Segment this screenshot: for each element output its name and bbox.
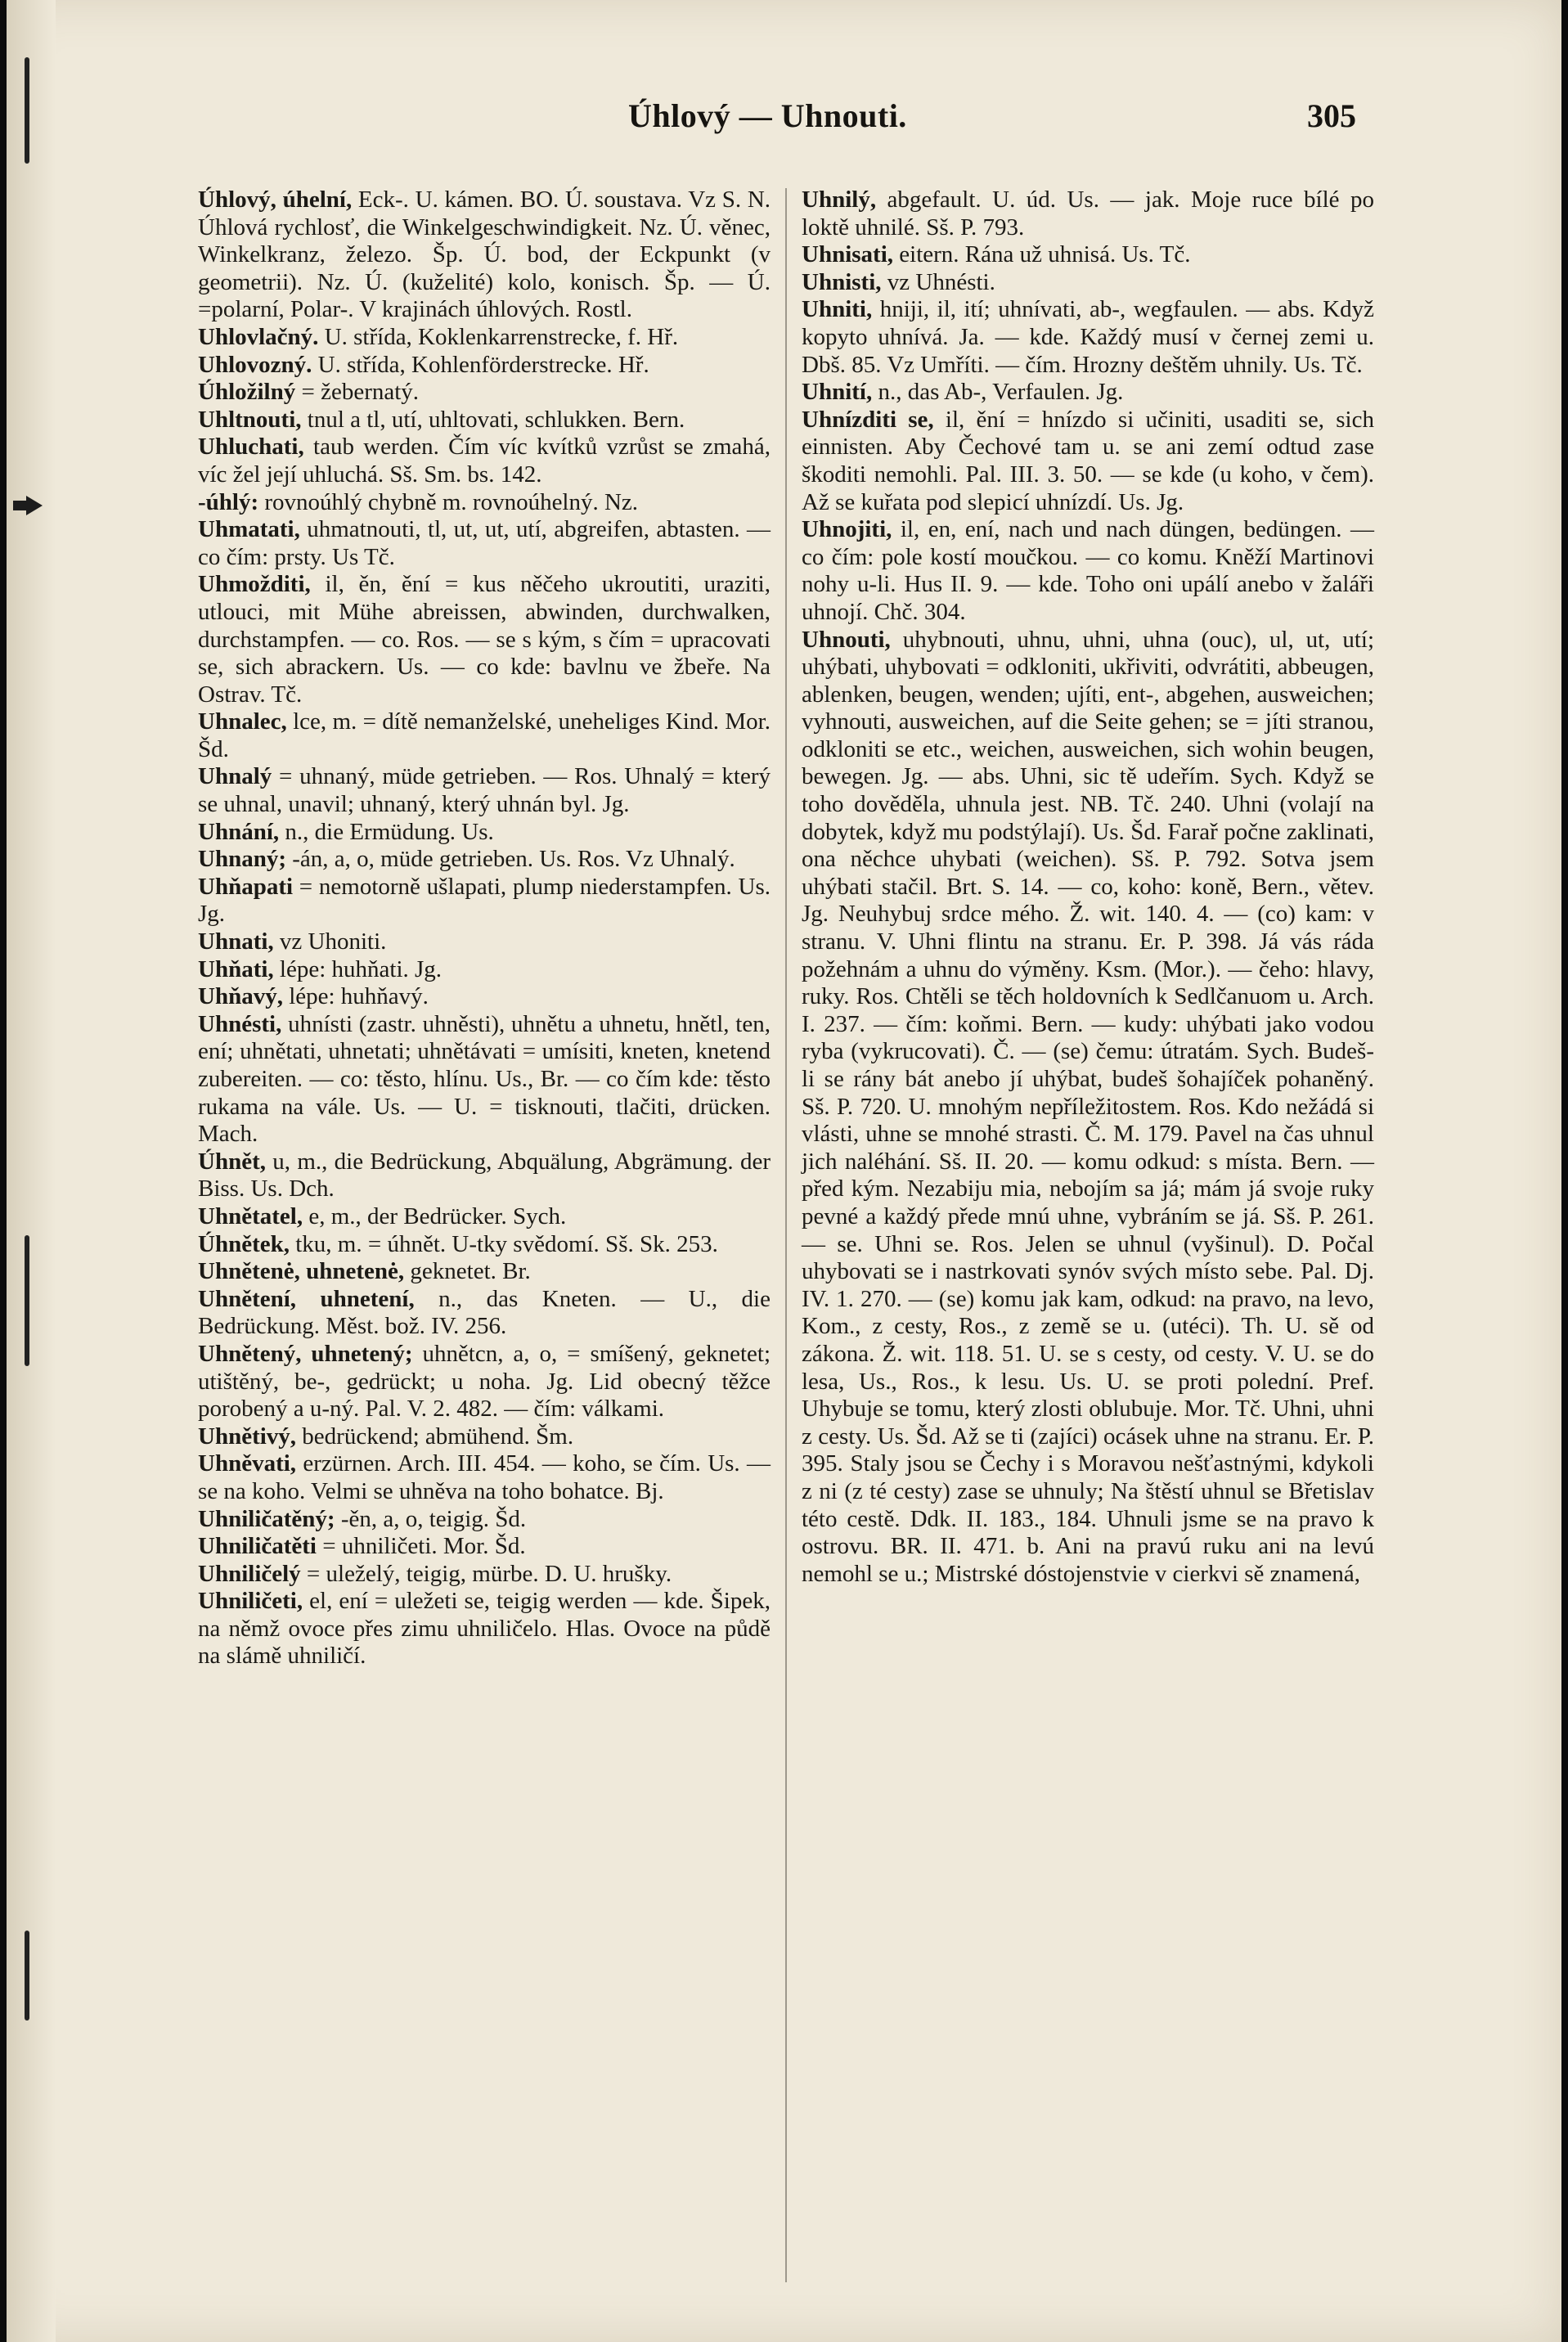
entry-definition: tnul a tl, utí, uhltovati, schlukken. Bern. [301, 406, 685, 433]
entry-headword: Uhniličatěný; [198, 1505, 335, 1532]
entry-headword: Uhnání, [198, 818, 280, 845]
entry-headword: Uhnětatel, [198, 1202, 303, 1229]
entry-headword: Uhniličeti, [198, 1588, 303, 1615]
dictionary-entry [198, 187, 771, 324]
entry-headword: Uhluchati, [198, 434, 304, 461]
dictionary-entry [198, 763, 771, 818]
entry-definition: eitern. Rána už uhnisá. Us. Tč. [893, 241, 1191, 268]
entry-definition: el, ení = uležeti se, teigig werden — kde. Šipek, na němž ovoce přes zimu uhniličelo. Hlas. Ovoce na půdě na slámě uhniličí. [198, 1588, 771, 1670]
entry-definition: taub werden. Čím víc kvítků vzrůst se zmahá, víc žel její uhluchá. Sš. Sm. bs. 142. [198, 434, 771, 488]
entry-headword: Úhlový, úhelní, [198, 187, 353, 213]
dictionary-entry [802, 379, 1374, 407]
dictionary-entry [198, 379, 771, 407]
entry-headword: Úhnětek, [198, 1230, 290, 1257]
dictionary-entry [198, 819, 771, 847]
dictionary-entry [198, 1203, 771, 1231]
dictionary-entry [198, 324, 771, 352]
dictionary-entry [198, 1450, 771, 1505]
dictionary-entry [198, 516, 771, 571]
entry-definition: bedrückend; abmühend. Šm. [296, 1423, 574, 1450]
entry-definition: lce, m. = dítě nemanželské, uneheliges Kind. Mor. Šd. [198, 708, 771, 762]
right-column [802, 187, 1374, 1588]
dictionary-entry [198, 1341, 771, 1423]
entry-headword: Uhnati, [198, 928, 274, 955]
entry-definition: = uhnaný, müde getrieben. — Ros. Uhnalý = který se uhnal, unavil; uhnaný, který uhnán byl. Jg. [198, 763, 771, 818]
dictionary-entry [198, 434, 771, 488]
entry-headword: Uhnětenė, uhnetenė, [198, 1258, 405, 1285]
entry-headword: Uhnětení, uhnetení, [198, 1285, 415, 1312]
dictionary-entry [198, 352, 771, 380]
dictionary-entry [198, 1231, 771, 1259]
binding-thread-mark [25, 1235, 29, 1366]
entry-headword: Uhnojiti, [802, 516, 892, 543]
entry-definition: lépe: huhňavý. [282, 983, 429, 1010]
entry-definition: rovnoúhlý chybně m. rovnoúhelný. Nz. [258, 488, 639, 515]
dictionary-entry [198, 407, 771, 434]
binding-thread-mark [25, 1931, 29, 2021]
dictionary-entry [198, 1588, 771, 1670]
dictionary-entry [802, 627, 1374, 1589]
dictionary-entry [198, 1258, 771, 1286]
dictionary-entry [198, 571, 771, 708]
entry-headword: Uhltnouti, [198, 406, 302, 433]
dictionary-entry [198, 874, 771, 928]
entry-headword: Uhniličatěti [198, 1533, 317, 1560]
entry-headword: Uhnouti, [802, 626, 891, 653]
left-column [198, 187, 771, 1670]
entry-definition: = nemotorně ušlapati, plump niederstampfen. Us. Jg. [198, 873, 771, 928]
entry-headword: -úhlý: [198, 488, 259, 515]
running-head: Úhlový — Uhnouti. [628, 97, 907, 134]
dictionary-entry [198, 956, 771, 984]
entry-definition: = uleželý, teigig, mürbe. D. U. hrušky. [300, 1560, 672, 1587]
entry-headword: Uhnalec, [198, 708, 287, 735]
entry-definition: n., die Ermüdung. Us. [279, 818, 494, 845]
entry-definition: uhnětcn, a, o, = smíšený, geknetet; utištěný, be-, gedrückt; u noha. Jg. Lid obecný těžce porobený a u-ný. Pal. V. 2. 482. — čím: válkami. [198, 1340, 771, 1423]
entry-headword: Uhmožditi, [198, 571, 311, 598]
entry-definition: -án, a, o, müde getrieben. Us. Ros. Vz Uhnalý. [286, 846, 735, 873]
entry-definition: -ěn, a, o, teigig. Šd. [335, 1505, 527, 1532]
entry-headword: Uhnízditi se, [802, 406, 934, 433]
entry-definition: il, ění = hnízdo si učiniti, usaditi se, sich einnisten. Aby Čechové tam u. se ani zemí odtud zase škoditi nemohli. Pal. III. 3. 50. — se kde (u koho, v čem). Až se kuřata pod slepicí uhnízdí. Us. Jg. [802, 406, 1374, 515]
entry-definition: geknetet. Br. [404, 1258, 531, 1285]
entry-headword: Uhnětený, uhnetený; [198, 1340, 413, 1367]
dictionary-entry [802, 241, 1374, 269]
entry-headword: Úhložilný [198, 379, 296, 406]
entry-definition: n., das Kneten. — U., die Bedrückung. Měst. bož. IV. 256. [198, 1285, 771, 1340]
entry-definition: U. střída, Koklenkarrenstrecke, f. Hř. [318, 323, 679, 350]
dictionary-entry [198, 708, 771, 763]
dictionary-entry [198, 1561, 771, 1589]
dictionary-page [7, 0, 1561, 2342]
dictionary-entry [198, 983, 771, 1011]
dictionary-entry [198, 1149, 771, 1203]
page-header [7, 97, 1561, 146]
entry-headword: Uhňapati [198, 873, 294, 900]
entry-definition: hniji, il, ití; uhnívati, ab-, wegfaulen. — abs. Když kopyto uhnívá. Ja. — kde. Každý musí v černej zemi u. Dbš. 85. Vz Umříti. — čím. Hrozny deštěm uhnily. Us. Tč. [802, 296, 1374, 378]
entry-definition: lépe: huhňati. Jg. [273, 955, 443, 982]
entry-definition: n., das Ab-, Verfaulen. Jg. [872, 379, 1124, 406]
dictionary-entry [198, 1506, 771, 1534]
entry-headword: Uhmatati, [198, 516, 300, 543]
entry-headword: Uhnésti, [198, 1010, 282, 1037]
dictionary-entry [802, 269, 1374, 297]
dictionary-entry [802, 187, 1374, 241]
dictionary-entry [198, 1423, 771, 1451]
page-number: 305 [1307, 97, 1356, 134]
dictionary-entry [198, 1286, 771, 1341]
entry-definition: abgefault. U. úd. Us. — jak. Moje ruce bílé po loktě uhnilé. Sš. P. 793. [802, 187, 1374, 240]
entry-definition: erzürnen. Arch. III. 454. — koho, se čím. Us. — se na koho. Velmi se uhněva na toho bohatce. Bj. [198, 1450, 771, 1504]
entry-definition: uhmatnouti, tl, ut, ut, utí, abgreifen, abtasten. — co čím: prsty. Us Tč. [198, 516, 771, 570]
entry-definition: = uhniličeti. Mor. Šd. [317, 1533, 526, 1560]
entry-definition: vz Uhnésti. [881, 268, 995, 295]
entry-definition: U. střída, Kohlenförderstrecke. Hř. [312, 351, 649, 378]
entry-definition: u, m., die Bedrückung, Abquälung, Abgrämung. der Biss. Us. Dch. [198, 1148, 771, 1202]
entry-definition: uhybnouti, uhnu, uhni, uhna (ouc), ul, ut, utí; uhýbati, uhybovati = odkloniti, ukřiviti, odvrátiti, abbeugen, ablenken, beugen, wenden; ujíti, ent-, abgehen, ausweichen; vyhnouti, ausweichen, auf die Seite gehen; se = jíti stranou, odkloniti se etc., weichen, ausweichen, sich wohin beugen, bewegen. Jg. — abs. Uhni, sic tě udeřím. Sych. Když se toho dověděla, uhnula jest. NB. Tč. 240. Uhni (volají na dobytek, když mu podstýlají). Us. Šd. Farař počne zaklinati, ona něchce uhybati (weichen). Sš. P. 792. Sotva jsem uhýbati stačil. Brt. S. 14. — co, koho: koně, Bern., větev. Jg. Neuhybuj srdce mého. Ž. wit. 140. 4. — (co) kam: v stranu. V. Uhni flintu na stranu. Er. P. 398. Já vás ráda požehnám a uhnu do výměny. Ksm. (Mor.). — čeho: hlavy, ruky. Ros. Chtěli se těch holdovních k Sedlčanuom u. Arch. I. 237. — čím: koňmi. Bern. — kudy: uhýbati jako vodou ryba (vykrucovati). Č. — (se) čemu: útratám. Sych. Budeš-li se rány bát anebo jí uhýbat, budeš šohajíček pohaněný. Sš. P. 720. U. mnohým nepříležitostem. Ros. Kdo nežádá si vlásti, uhne se mnohé strasti. Č. M. 179. Pavel na čas uhnul jich naléhání. Sš. II. 20. — komu odkud: s místa. Bern. — před kým. Nezabiju mia, nebojím sa já; mám já svoje ruky pevné a každý přede mnú uhne, vybráním se já. Sš. P. 261. — se. Uhni se. Ros. Jelen se uhnul (vyšinul). D. Počal uhybovati se i nastrkovati synóv svých místo sebe. Pal. Dj. IV. 1. 270. — (se) komu jak kam, odkud: na pravo, na levo, Kom., z cesty, Ros., z země se u. (utéci). Th. U. sě od zákona. Ž. wit. 118. 51. U. se s cesty, od cesty. V. U. se do lesa, Us., Ros., k lesu. Us. U. se proti polední. Pref. Uhybuje se tomu, který zlosti oblubuje. Mor. Tč. Uhni, uhni z cesty. Us. Šd. Až se ti (zajíci) ocásek uhne na stranu. Er. P. 395. Staly jsou se Čechy i s Moravou nešťastnými, kdykoli z ni (z té cesty) zase se uhnuly; Na štěstí uhnul se Břetislav této cestě. Ddk. II. 183., 184. Uhnuli jsme se na pravo k ostrovu. BR. II. 471. b. Ani na pravú ruku ani na levú nemohl se u.; Mistrské dóstojenstvie v cierkvi sě znamená, [802, 626, 1374, 1587]
entry-headword: Uhlovozný. [198, 351, 312, 378]
dictionary-entry [802, 296, 1374, 379]
entry-definition: il, ěn, ění = kus něčeho ukroutiti, uraziti, utlouci, mit Mühe abreissen, abwinden, durchwalken, durchstampfen. — co. Ros. — se s kým, s čím = upracovati se, sich abrackern. Us. — co kde: bavlnu ve žbeře. Na Ostrav. Tč. [198, 571, 771, 708]
entry-definition: vz Uhoniti. [273, 928, 387, 955]
entry-headword: Uhnilý, [802, 187, 877, 213]
entry-definition: e, m., der Bedrücker. Sych. [303, 1202, 567, 1229]
entry-definition: = žebernatý. [295, 379, 420, 406]
dictionary-entry [198, 1533, 771, 1561]
column-divider [785, 188, 787, 2282]
entry-headword: Uhnalý [198, 763, 272, 790]
entry-headword: Uhnětivý, [198, 1423, 297, 1450]
entry-definition: Eck-. U. kámen. BO. Ú. soustava. Vz S. N. Úhlová rychlosť, die Winkelgeschwindigkeit. Nz. Ú. věnec, Winkelkranz, železo. Šp. Ú. bod, der Eckpunkt (v geometrii). Nz. Ú. (kuželité) kolo, konisch. Šp. — Ú. =polarní, Polar-. V krajinách úhlových. Rostl. [198, 187, 771, 323]
entry-headword: Uhniličelý [198, 1560, 301, 1587]
dictionary-entry [198, 928, 771, 956]
entry-definition: uhnísti (zastr. uhněsti), uhnětu a uhnetu, hnětl, ten, ení; uhnětati, uhnetati; uhnětávati = umísiti, kneten, knetend zubereiten. — co: těsto, hlínu. Us., Br. — co čím kde: těsto rukama na vále. Us. — U. = tisknouti, tlačiti, drücken. Mach. [198, 1010, 771, 1148]
page-binding-edge [7, 0, 56, 2342]
dictionary-entry [198, 489, 771, 517]
dictionary-entry [198, 846, 771, 874]
entry-headword: Uhlovlačný. [198, 323, 319, 350]
entry-headword: Uhněvati, [198, 1450, 297, 1477]
entry-headword: Uhňati, [198, 955, 274, 982]
entry-definition: il, en, ení, nach und nach düngen, bedüngen. — co čím: pole kostí moučkou. — co komu. Kněží Martinovi nohy u-li. Hus II. 9. — kde. Toho oni upálí anebo v žaláři uhnojí. Chč. 304. [802, 516, 1374, 625]
entry-headword: Uhnaný; [198, 846, 286, 873]
dictionary-entry [198, 1011, 771, 1149]
entry-headword: Uhnisati, [802, 241, 894, 268]
entry-headword: Uhnisti, [802, 268, 882, 295]
entry-headword: Uhňavý, [198, 983, 283, 1010]
pointer-hand-icon [11, 492, 44, 519]
entry-headword: Uhniti, [802, 296, 873, 323]
dictionary-entry [802, 407, 1374, 516]
entry-definition: tku, m. = úhnět. U-tky svědomí. Sš. Sk. 253. [289, 1230, 718, 1257]
entry-headword: Úhnět, [198, 1148, 266, 1175]
entry-headword: Uhnití, [802, 379, 873, 406]
dictionary-entry [802, 516, 1374, 626]
